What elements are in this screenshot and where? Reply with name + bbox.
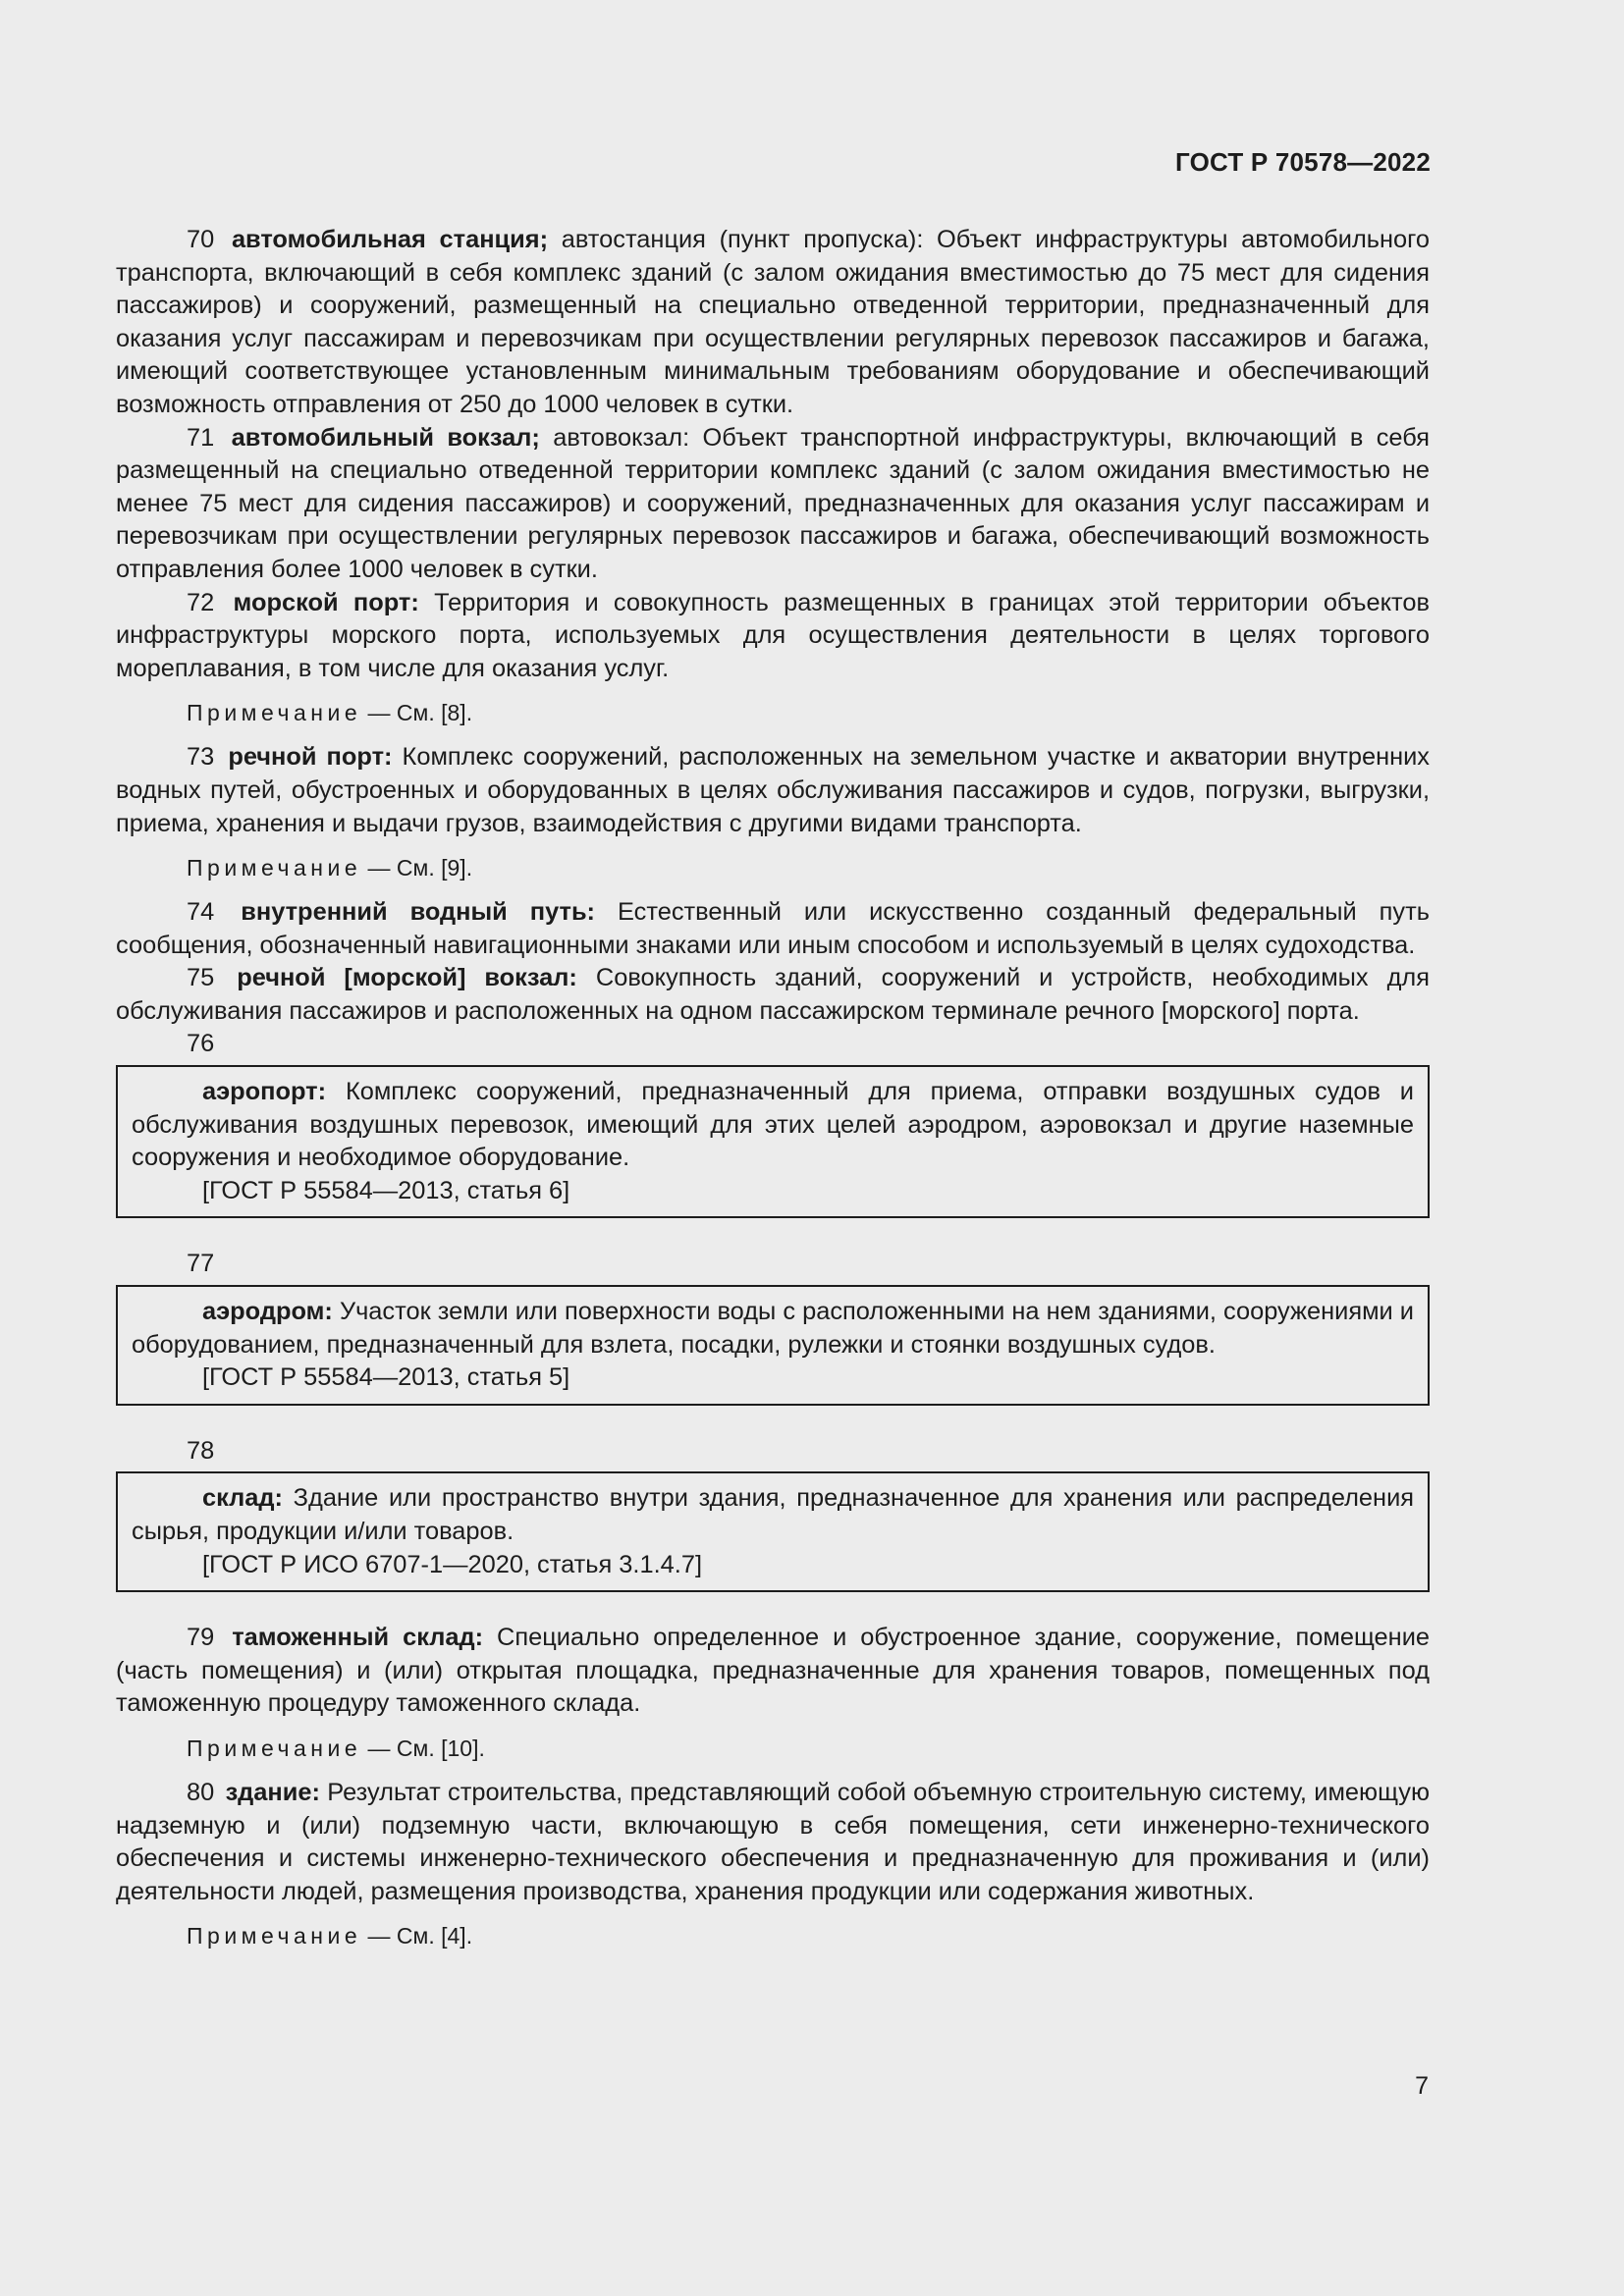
document-body	[116, 224, 1430, 1964]
term-source: [ГОСТ Р 55584—2013, статья 5]	[202, 1363, 570, 1392]
term-number: 74	[187, 898, 215, 927]
note-text: — См. [4].	[361, 1923, 473, 1949]
term-name: таможенный склад:	[232, 1624, 484, 1652]
term-entry-78	[118, 1482, 1414, 1548]
note-72	[116, 698, 1430, 727]
term-definition: Территория и совокупность размещенных в границах этой территории объектов инфраструктуры морского порта, используемых для осуществления деятельности в целях торгового мореплавания, в том числе для оказания услуг.	[116, 588, 1430, 682]
term-definition: автовокзал: Объект транспортной инфраструктуры, включающий в себя размещенный на специально отведенной территории комплекс зданий (с залом ожидания вместимостью не менее 75 мест для сидения пассажиров) и сооружений, предназначенных для оказания услуг пассажирам и перевозчикам при осуществлении регулярных перевозок пассажиров и багажа, обеспечивающий возможность отправления более 1000 человек в сутки.	[116, 423, 1430, 583]
term-entry-72	[116, 587, 1430, 686]
term-definition: Комплекс сооружений, предназначенный для приема, отправки воздушных судов и обслуживания воздушных перевозок, имеющий для этих целей аэродром, аэровокзал и другие наземные сооружения и необходимое оборудование.	[132, 1078, 1414, 1172]
note-text: — См. [10].	[361, 1735, 485, 1761]
note-text: — См. [9].	[361, 855, 473, 881]
page-number: 7	[1415, 2072, 1429, 2100]
term-number: 73	[187, 743, 215, 772]
term-definition: Комплекс сооружений, расположенных на земельном участке и акватории внутренних водных путей, обустроенных и оборудованных в целях обслуживания пассажиров и судов, погрузки, выгрузки, приема, хранения и выдачи грузов, взаимодействия с другими видами транспорта.	[116, 743, 1430, 837]
term-definition: автостанция (пункт пропуска): Объект инфраструктуры автомобильного транспорта, включающий в себя комплекс зданий (с залом ожидания вместимостью до 75 мест для сидения пассажиров) и сооружений, размещенный на специально отведенной территории, предназначенный для оказания услуг пассажирам и перевозчикам при осуществлении регулярных перевозок пассажиров и багажа, имеющий соответствующее установленным минимальным требованиям оборудование и обеспечивающий возможность отправления от 250 до 1000 человек в сутки.	[116, 226, 1430, 418]
term-entry-71	[116, 422, 1430, 587]
term-name: аэропорт:	[202, 1078, 327, 1106]
term-name: речной порт:	[228, 743, 393, 772]
term-name: автомобильный вокзал;	[231, 423, 540, 452]
note-79	[116, 1734, 1430, 1763]
term-number: 79	[187, 1624, 215, 1652]
note-label: Примечание	[187, 700, 362, 726]
note-80	[116, 1921, 1430, 1950]
term-number: 75	[187, 964, 215, 992]
term-entry-77	[118, 1296, 1414, 1362]
term-box-77	[116, 1285, 1430, 1406]
term-box-78	[116, 1471, 1430, 1592]
term-source: [ГОСТ Р 55584—2013, статья 6]	[202, 1176, 570, 1204]
term-name: здание:	[225, 1778, 320, 1806]
term-name: внутренний водный путь:	[241, 898, 596, 927]
term-entry-70	[116, 224, 1430, 422]
term-name: речной [морской] вокзал:	[237, 964, 577, 992]
note-label: Примечание	[187, 1735, 362, 1761]
note-text: — См. [8].	[361, 700, 473, 726]
term-box-76	[116, 1065, 1430, 1218]
term-definition: Совокупность зданий, сооружений и устройств, необходимых для обслуживания пассажиров и расположенных на одном пассажирском терминале речного [морского] порта.	[116, 964, 1430, 1025]
term-entry-74	[116, 896, 1430, 962]
term-entry-73	[116, 741, 1430, 840]
term-number: 71	[187, 423, 215, 452]
term-source: [ГОСТ Р ИСО 6707-1—2020, статья 3.1.4.7]	[202, 1550, 703, 1578]
term-name: склад:	[202, 1484, 283, 1513]
term-definition: Здание или пространство внутри здания, предназначенное для хранения или распределения сырья, продукции и/или товаров.	[132, 1484, 1414, 1545]
term-name: аэродром:	[202, 1298, 333, 1326]
term-entry-75	[116, 962, 1430, 1028]
term-definition: Результат строительства, представляющий собой объемную строительную систему, имеющую надземную и (или) подземную части, включающую в себя помещения, сети инженерно-технического обеспечения и системы инженерно-технического обеспечения и предназначенную для проживания и (или) деятельности людей, размещения производства, хранения продукции или содержания животных.	[116, 1778, 1430, 1905]
note-label: Примечание	[187, 1923, 362, 1949]
term-number-76: 76	[187, 1030, 215, 1058]
term-definition: Естественный или искусственно созданный федеральный путь сообщения, обозначенный навигационными знаками или иным способом и используемый в целях судоходства.	[116, 898, 1430, 959]
term-entry-79	[116, 1622, 1430, 1721]
note-label: Примечание	[187, 855, 362, 881]
term-definition: Участок земли или поверхности воды с расположенными на нем зданиями, сооружениями и оборудованием, предназначенный для взлета, посадки, рулежки и стоянки воздушных судов.	[132, 1298, 1414, 1359]
term-number: 70	[187, 226, 215, 253]
term-number-78: 78	[187, 1436, 215, 1465]
term-entry-76	[118, 1076, 1414, 1175]
note-73	[116, 853, 1430, 882]
term-number: 72	[187, 588, 215, 616]
term-number: 80	[187, 1778, 215, 1806]
term-entry-80	[116, 1777, 1430, 1908]
term-name: автомобильная станция;	[231, 226, 549, 253]
term-definition: Специально определенное и обустроенное здание, сооружение, помещение (часть помещения) и (или) открытая площадка, предназначенные для хранения товаров, помещенных под таможенную процедуру таможенного склада.	[116, 1624, 1430, 1718]
term-number-77: 77	[187, 1250, 215, 1278]
document-id-header: ГОСТ Р 70578—2022	[1175, 147, 1431, 177]
term-name: морской порт:	[233, 588, 419, 616]
